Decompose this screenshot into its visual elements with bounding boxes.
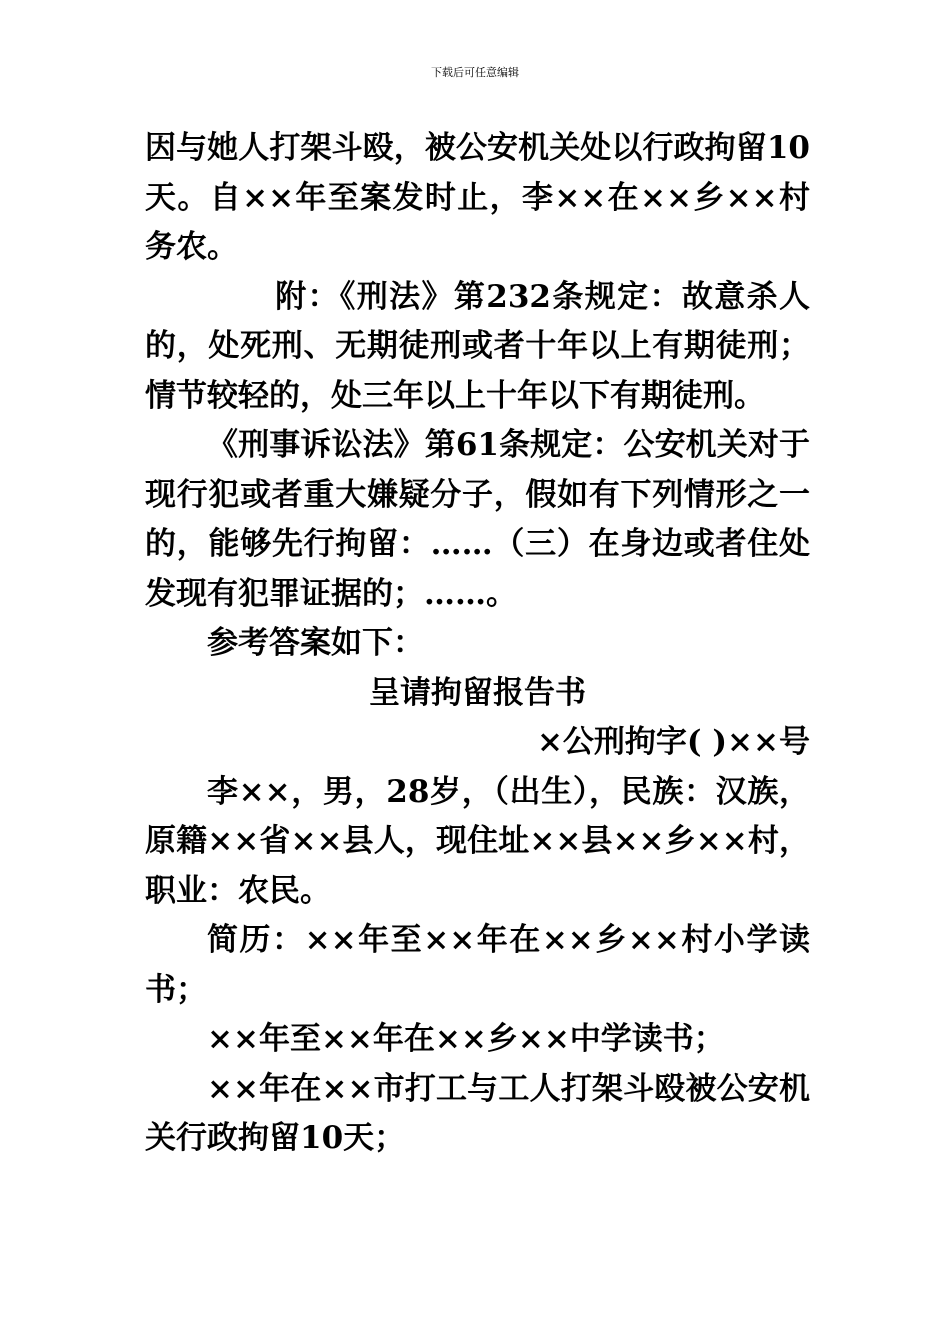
document-body xyxy=(145,124,810,1164)
paragraph-resume-middle: ××年至××年在××乡××中学读书； xyxy=(207,1021,725,1057)
paragraph-suspect-info: 李××，男，28岁，（出生），民族：汉族，原籍××省××县人，现住址××县××乡××村，职业：农民。 xyxy=(145,773,810,909)
paragraph-answer-intro: 参考答案如下： xyxy=(207,625,424,661)
paragraph-criminal-procedure-law: 《刑事诉讼法》第61条规定：公安机关对于现行犯或者重大嫌疑分子，假如有下列情形之一的，能够先行拘留：……（三）在身边或者住处发现有犯罪证据的；……。 xyxy=(145,427,810,612)
paragraph-annex-criminal-law: 附：《刑法》第232条规定：故意杀人的，处死刑、无期徒刑或者十年以上有期徒刑；情节较轻的，处三年以上十年以下有期徒刑。 xyxy=(145,278,810,414)
paragraph-resume-detention: ××年在××市打工与工人打架斗殴被公安机关行政拘留10天； xyxy=(145,1070,810,1156)
document-title: 呈请拘留报告书 xyxy=(369,674,586,711)
paragraph-continuation: 因与她人打架斗殴，被公安机关处以行政拘留10天。自××年至案发时止，李××在××乡××村务农。 xyxy=(145,130,810,265)
document-number: ×公刑拘字( )××号 xyxy=(536,724,810,760)
paragraph-resume-primary: 简历：××年至××年在××乡××村小学读书； xyxy=(145,922,810,1008)
page-header: 下载后可任意编辑 xyxy=(431,66,519,79)
